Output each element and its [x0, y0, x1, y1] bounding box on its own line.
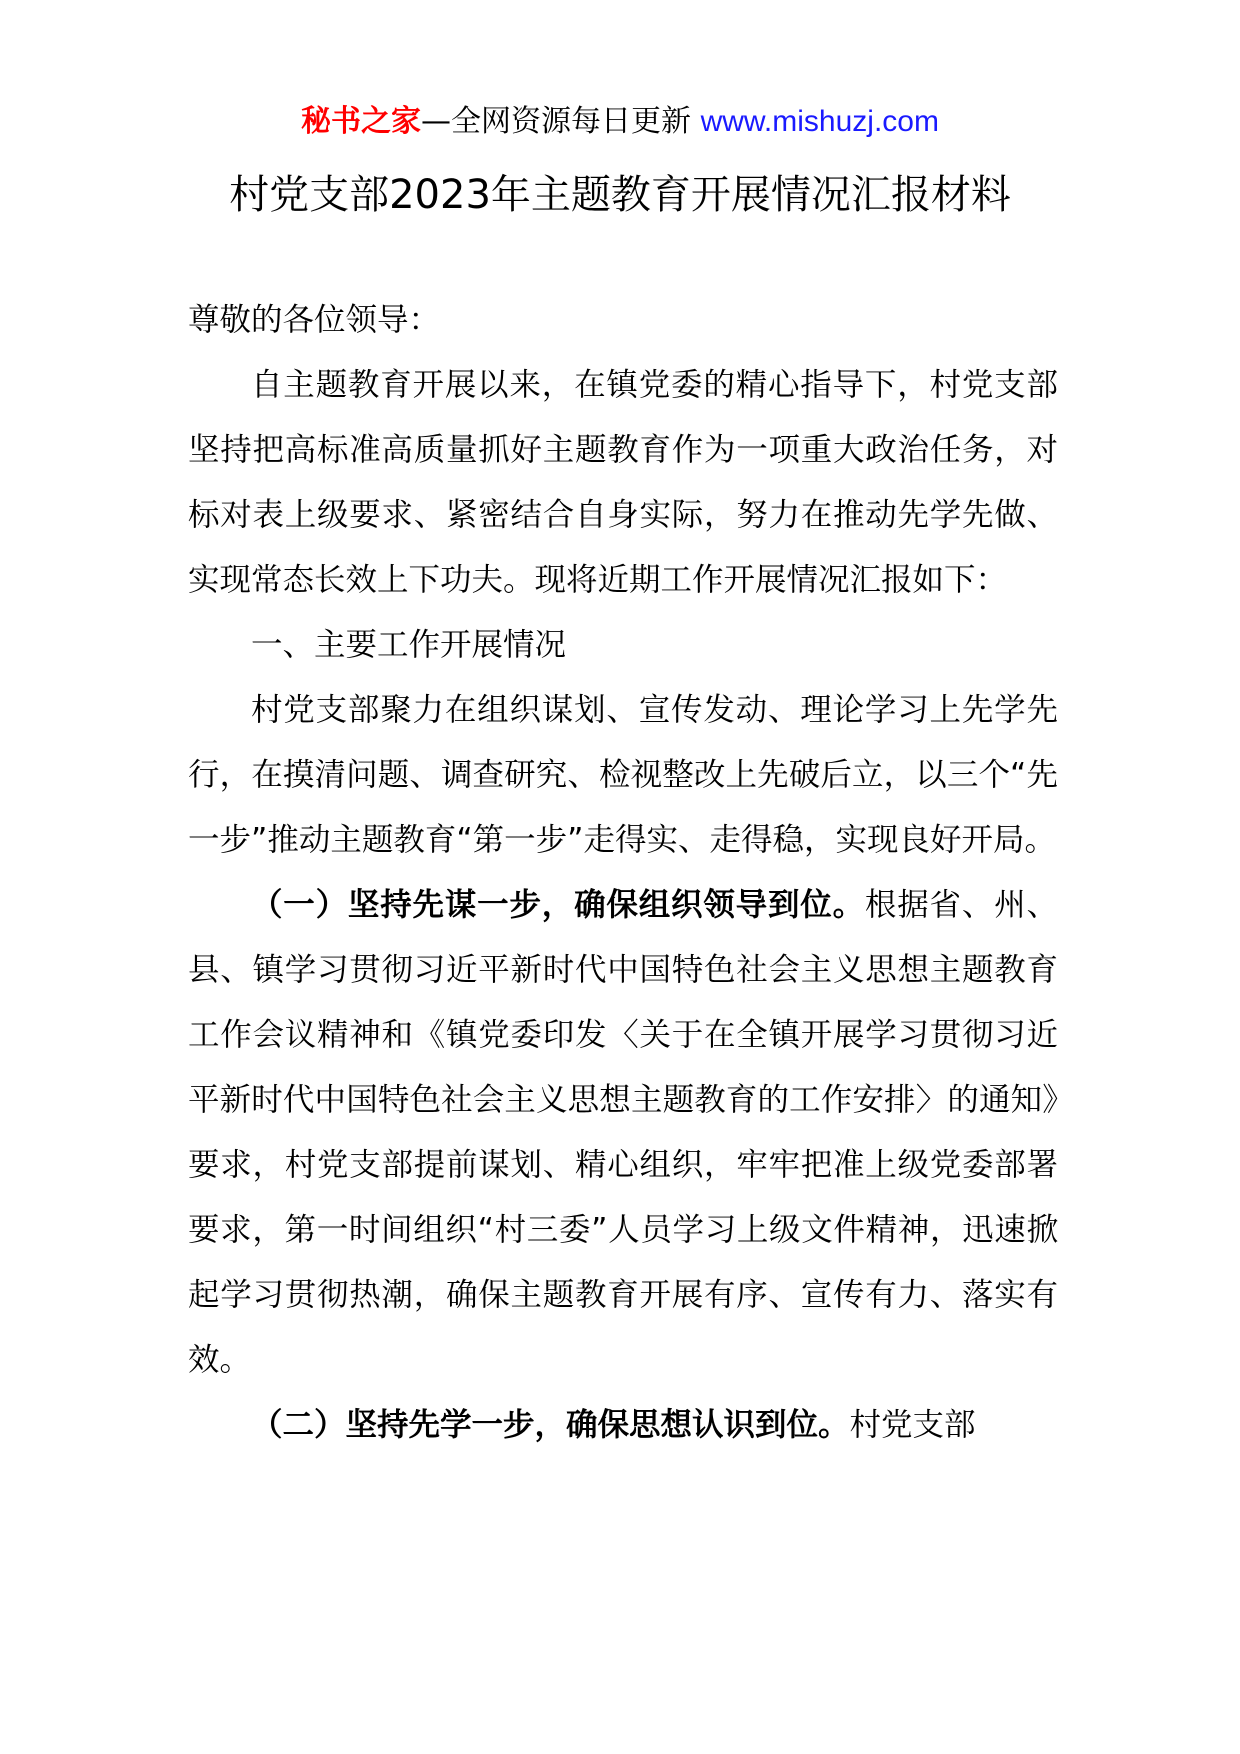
site-brand: 秘书之家 — [301, 104, 422, 139]
section-summary-paragraph: 村党支部聚力在组织谋划、宣传发动、理论学习上先学先行，在摸清问题、调查研究、检视整改上先破后立，以三个“先一步”推动主题教育“第一步”走得实、走得稳，实现良好开局。 — [188, 692, 1058, 858]
item-one-lead: （一）坚持先谋一步，确保组织领导到位。 — [251, 887, 865, 923]
salutation: 尊敬的各位领导： — [188, 302, 441, 338]
item-two-body: 村党支部 — [849, 1407, 976, 1443]
document-body — [188, 288, 1058, 1458]
site-tagline: —全网资源每日更新 — [421, 104, 701, 139]
item-one-paragraph — [188, 873, 1058, 1393]
document-title: 村党支部2023年主题教育开展情况汇报材料 — [229, 172, 1011, 218]
item-one-body: 根据省、州、县、镇学习贯彻习近平新时代中国特色社会主义思想主题教育工作会议精神和《镇党委印发〈关于在全镇开展学习贯彻习近平新时代中国特色社会主义思想主题教育的工作安排〉的通知》要求，村党支部提前谋划、精心组织，牢牢把准上级党委部署要求，第一时间组织“村三委”人员学习上级文件精神，迅速掀起学习贯彻热潮，确保主题教育开展有序、宣传有力、落实有效。 — [188, 887, 1058, 1378]
site-header — [0, 100, 1240, 144]
site-url-link[interactable]: www.mishuzj.com — [700, 105, 939, 138]
intro-paragraph: 自主题教育开展以来，在镇党委的精心指导下，村党支部坚持把高标准高质量抓好主题教育作为一项重大政治任务，对标对表上级要求、紧密结合自身实际，努力在推动先学先做、实现常态长效上下功夫。现将近期工作开展情况汇报如下： — [188, 367, 1058, 598]
section-heading: 一、主要工作开展情况 — [251, 627, 567, 663]
item-two-lead: （二）坚持先学一步，确保思想认识到位。 — [251, 1407, 850, 1443]
item-two-paragraph — [188, 1393, 1058, 1458]
